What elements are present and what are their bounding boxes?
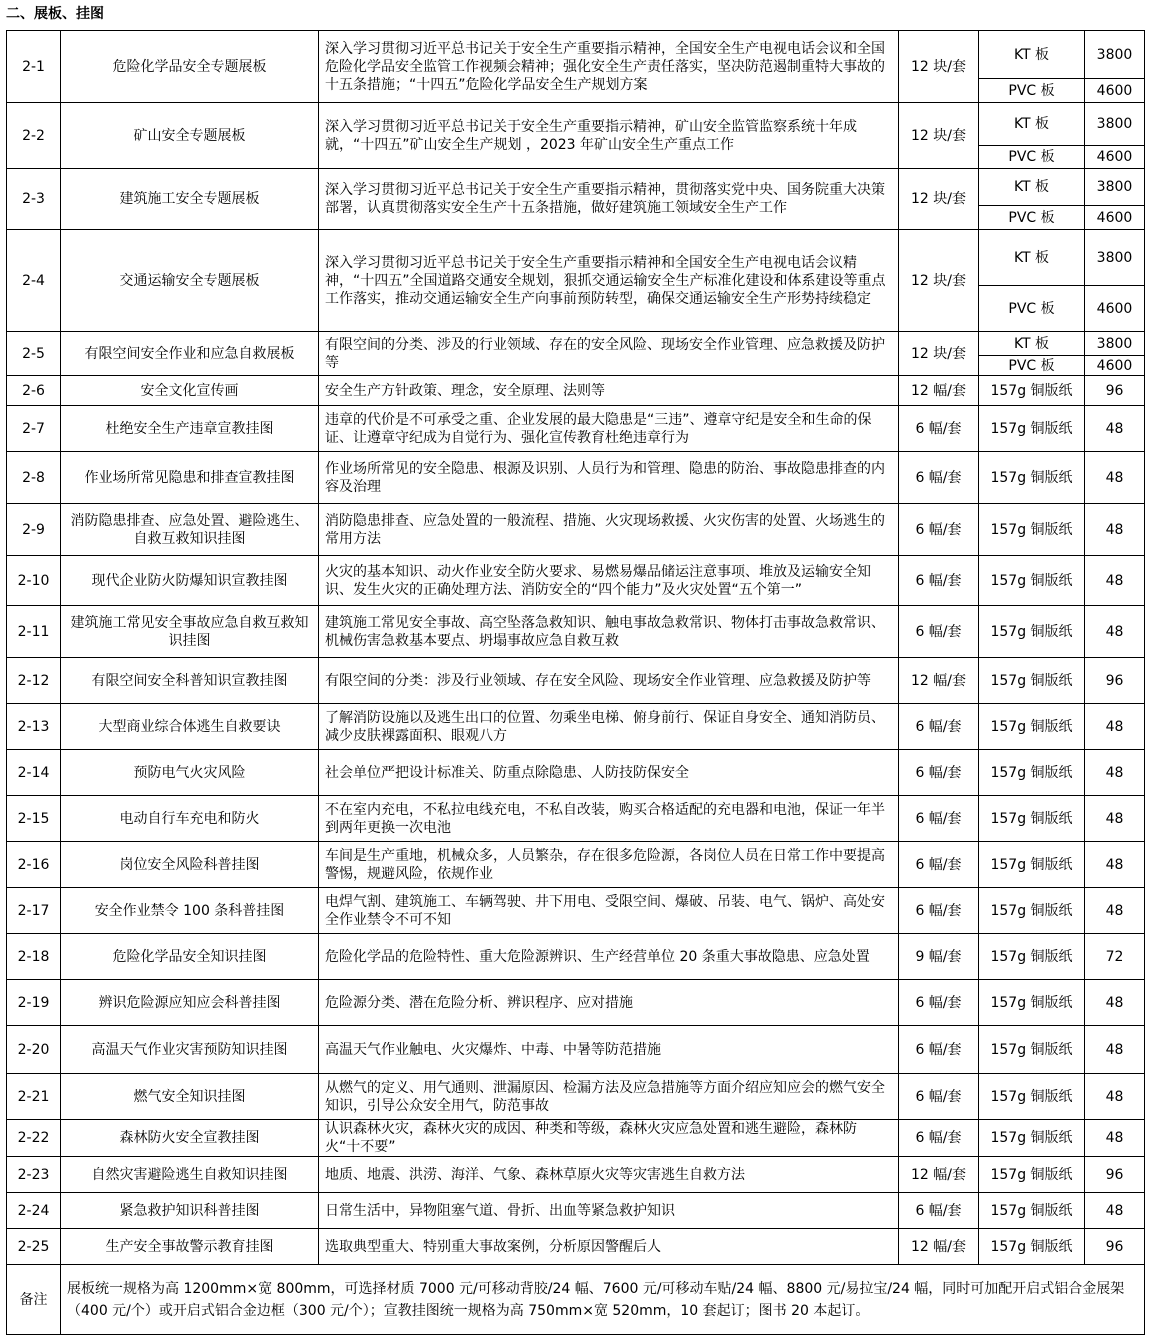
row-material: 157g 铜版纸 bbox=[979, 980, 1085, 1026]
table-row bbox=[7, 376, 1145, 406]
row-name: 岗位安全风险科普挂图 bbox=[61, 842, 319, 888]
row-quantity: 12 块/套 bbox=[899, 169, 979, 230]
row-description: 地质、地震、洪涝、海洋、气象、森林草原火灾等灾害逃生自救方法 bbox=[319, 1157, 899, 1193]
row-name: 消防隐患排查、应急处置、避险逃生、自救互救知识挂图 bbox=[61, 504, 319, 556]
row-name: 建筑施工安全专题展板 bbox=[61, 169, 319, 230]
row-name: 作业场所常见隐患和排查宣教挂图 bbox=[61, 452, 319, 504]
row-quantity: 6 幅/套 bbox=[899, 1120, 979, 1157]
table-row bbox=[7, 556, 1145, 606]
table-row bbox=[7, 332, 1145, 356]
row-id: 2-6 bbox=[7, 376, 61, 406]
row-id: 2-1 bbox=[7, 31, 61, 103]
row-price: 96 bbox=[1085, 376, 1145, 406]
row-price: 48 bbox=[1085, 704, 1145, 750]
row-name: 矿山安全专题展板 bbox=[61, 103, 319, 169]
row-price: 72 bbox=[1085, 934, 1145, 980]
row-price: 48 bbox=[1085, 606, 1145, 658]
row-material: 157g 铜版纸 bbox=[979, 1120, 1085, 1157]
row-price: 3800 bbox=[1085, 332, 1145, 356]
row-material: 157g 铜版纸 bbox=[979, 704, 1085, 750]
row-material: PVC 板 bbox=[979, 79, 1085, 103]
row-quantity: 12 块/套 bbox=[899, 332, 979, 376]
table-row bbox=[7, 980, 1145, 1026]
row-name: 生产安全事故警示教育挂图 bbox=[61, 1229, 319, 1265]
row-price: 48 bbox=[1085, 888, 1145, 934]
row-id: 2-24 bbox=[7, 1193, 61, 1229]
row-id: 2-11 bbox=[7, 606, 61, 658]
table-row bbox=[7, 1074, 1145, 1120]
row-description: 危险化学品的危险特性、重大危险源辨识、生产经营单位 20 条重大事故隐患、应急处置 bbox=[319, 934, 899, 980]
row-material: PVC 板 bbox=[979, 206, 1085, 230]
table-row bbox=[7, 1229, 1145, 1265]
row-id: 2-3 bbox=[7, 169, 61, 230]
row-name: 燃气安全知识挂图 bbox=[61, 1074, 319, 1120]
row-description: 高温天气作业触电、火灾爆炸、中毒、中暑等防范措施 bbox=[319, 1026, 899, 1074]
row-description: 选取典型重大、特别重大事故案例，分析原因警醒后人 bbox=[319, 1229, 899, 1265]
row-price: 4600 bbox=[1085, 286, 1145, 332]
row-name: 危险化学品安全知识挂图 bbox=[61, 934, 319, 980]
row-id: 2-5 bbox=[7, 332, 61, 376]
row-description: 危险源分类、潜在危险分析、辨识程序、应对措施 bbox=[319, 980, 899, 1026]
row-name: 森林防火安全宣教挂图 bbox=[61, 1120, 319, 1157]
row-quantity: 6 幅/套 bbox=[899, 504, 979, 556]
row-quantity: 12 块/套 bbox=[899, 31, 979, 103]
table-row bbox=[7, 169, 1145, 206]
row-id: 2-2 bbox=[7, 103, 61, 169]
row-id: 2-14 bbox=[7, 750, 61, 796]
row-price: 48 bbox=[1085, 1120, 1145, 1157]
row-material: KT 板 bbox=[979, 103, 1085, 146]
row-material: 157g 铜版纸 bbox=[979, 504, 1085, 556]
table-row bbox=[7, 842, 1145, 888]
row-price: 96 bbox=[1085, 1229, 1145, 1265]
product-table bbox=[6, 30, 1145, 1335]
row-material: PVC 板 bbox=[979, 146, 1085, 169]
row-price: 48 bbox=[1085, 556, 1145, 606]
row-quantity: 6 幅/套 bbox=[899, 888, 979, 934]
row-quantity: 6 幅/套 bbox=[899, 750, 979, 796]
table-row bbox=[7, 888, 1145, 934]
row-price: 48 bbox=[1085, 1193, 1145, 1229]
row-quantity: 12 块/套 bbox=[899, 230, 979, 332]
row-id: 2-4 bbox=[7, 230, 61, 332]
row-id: 2-22 bbox=[7, 1120, 61, 1157]
row-id: 2-20 bbox=[7, 1026, 61, 1074]
row-material: 157g 铜版纸 bbox=[979, 888, 1085, 934]
note-text: 展板统一规格为高 1200mm×宽 800mm，可选择材质 7000 元/可移动背胶/24 幅、7600 元/可移动车贴/24 幅、8800 元/易拉宝/24 幅，同时可加配开启式铝合金展架（400 元/个）或开启式铝合金边框（300 元/个）；宣教挂图统一规格为高 750mm×宽 520mm，10 套起订；图书 20 本起订。 bbox=[61, 1265, 1145, 1335]
table-body bbox=[7, 31, 1145, 1335]
row-quantity: 6 幅/套 bbox=[899, 842, 979, 888]
row-description: 作业场所常见的安全隐患、根源及识别、人员行为和管理、隐患的防治、事故隐患排查的内容及治理 bbox=[319, 452, 899, 504]
row-id: 2-12 bbox=[7, 658, 61, 704]
row-name: 安全作业禁令 100 条科普挂图 bbox=[61, 888, 319, 934]
row-id: 2-7 bbox=[7, 406, 61, 452]
row-name: 交通运输安全专题展板 bbox=[61, 230, 319, 332]
row-description: 深入学习贯彻习近平总书记关于安全生产重要指示精神，矿山安全监管监察系统十年成就，“十四五”矿山安全生产规划 ，2023 年矿山安全生产重点工作 bbox=[319, 103, 899, 169]
row-id: 2-13 bbox=[7, 704, 61, 750]
row-quantity: 6 幅/套 bbox=[899, 980, 979, 1026]
row-quantity: 12 幅/套 bbox=[899, 376, 979, 406]
row-material: 157g 铜版纸 bbox=[979, 1193, 1085, 1229]
note-row bbox=[7, 1265, 1145, 1335]
table-row bbox=[7, 230, 1145, 286]
table-row bbox=[7, 1120, 1145, 1157]
row-description: 了解消防设施以及逃生出口的位置、勿乘坐电梯、俯身前行、保证自身安全、通知消防员、减少皮肤裸露面积、眼观八方 bbox=[319, 704, 899, 750]
row-id: 2-15 bbox=[7, 796, 61, 842]
row-name: 高温天气作业灾害预防知识挂图 bbox=[61, 1026, 319, 1074]
table-row bbox=[7, 658, 1145, 704]
row-quantity: 6 幅/套 bbox=[899, 406, 979, 452]
row-price: 4600 bbox=[1085, 79, 1145, 103]
row-material: 157g 铜版纸 bbox=[979, 1229, 1085, 1265]
row-description: 认识森林火灾，森林火灾的成因、种类和等级，森林火灾应急处置和逃生避险，森林防火“十不要” bbox=[319, 1120, 899, 1157]
row-name: 现代企业防火防爆知识宣教挂图 bbox=[61, 556, 319, 606]
row-name: 有限空间安全科普知识宣教挂图 bbox=[61, 658, 319, 704]
row-name: 紧急救护知识科普挂图 bbox=[61, 1193, 319, 1229]
row-material: 157g 铜版纸 bbox=[979, 750, 1085, 796]
row-quantity: 6 幅/套 bbox=[899, 452, 979, 504]
row-material: 157g 铜版纸 bbox=[979, 796, 1085, 842]
row-material: 157g 铜版纸 bbox=[979, 1157, 1085, 1193]
row-description: 有限空间的分类：涉及行业领域、存在安全风险、现场安全作业管理、应急救援及防护等 bbox=[319, 658, 899, 704]
table-row bbox=[7, 1157, 1145, 1193]
row-id: 2-17 bbox=[7, 888, 61, 934]
row-price: 3800 bbox=[1085, 230, 1145, 286]
row-material: 157g 铜版纸 bbox=[979, 1026, 1085, 1074]
row-description: 消防隐患排查、应急处置的一般流程、措施、火灾现场救援、火灾伤害的处置、火场逃生的常用方法 bbox=[319, 504, 899, 556]
row-material: 157g 铜版纸 bbox=[979, 606, 1085, 658]
table-row bbox=[7, 750, 1145, 796]
row-description: 违章的代价是不可承受之重、企业发展的最大隐患是“三违”、遵章守纪是安全和生命的保证、让遵章守纪成为自觉行为、强化宣传教育杜绝违章行为 bbox=[319, 406, 899, 452]
row-quantity: 12 幅/套 bbox=[899, 1157, 979, 1193]
row-material: 157g 铜版纸 bbox=[979, 556, 1085, 606]
row-id: 2-23 bbox=[7, 1157, 61, 1193]
row-material: 157g 铜版纸 bbox=[979, 376, 1085, 406]
row-material: KT 板 bbox=[979, 169, 1085, 206]
row-quantity: 6 幅/套 bbox=[899, 704, 979, 750]
row-material: 157g 铜版纸 bbox=[979, 842, 1085, 888]
row-price: 48 bbox=[1085, 842, 1145, 888]
row-description: 深入学习贯彻习近平总书记关于安全生产重要指示精神，全国安全生产电视电话会议和全国危险化学品安全监管工作视频会精神；强化安全生产责任落实，坚决防范遏制重特大事故的十五条措施；“十四五”危险化学品安全生产规划方案 bbox=[319, 31, 899, 103]
row-name: 杜绝安全生产违章宣教挂图 bbox=[61, 406, 319, 452]
section-heading: 二、展板、挂图 bbox=[6, 6, 104, 22]
row-name: 辨识危险源应知应会科普挂图 bbox=[61, 980, 319, 1026]
row-price: 96 bbox=[1085, 658, 1145, 704]
row-price: 48 bbox=[1085, 796, 1145, 842]
row-description: 社会单位严把设计标准关、防重点除隐患、人防技防保安全 bbox=[319, 750, 899, 796]
row-description: 火灾的基本知识、动火作业安全防火要求、易燃易爆品储运注意事项、堆放及运输安全知识、发生火灾的正确处理方法、消防安全的“四个能力”及火灾处置“五个第一” bbox=[319, 556, 899, 606]
row-price: 4600 bbox=[1085, 356, 1145, 376]
row-id: 2-18 bbox=[7, 934, 61, 980]
row-material: KT 板 bbox=[979, 230, 1085, 286]
row-price: 3800 bbox=[1085, 31, 1145, 79]
row-quantity: 6 幅/套 bbox=[899, 556, 979, 606]
table-row bbox=[7, 31, 1145, 79]
table-row bbox=[7, 1193, 1145, 1229]
row-price: 48 bbox=[1085, 452, 1145, 504]
row-price: 48 bbox=[1085, 1074, 1145, 1120]
row-id: 2-9 bbox=[7, 504, 61, 556]
row-name: 大型商业综合体逃生自救要诀 bbox=[61, 704, 319, 750]
row-name: 安全文化宣传画 bbox=[61, 376, 319, 406]
row-description: 建筑施工常见安全事故、高空坠落急救知识、触电事故急救常识、物体打击事故急救常识、机械伤害急救基本要点、坍塌事故应急自救互救 bbox=[319, 606, 899, 658]
row-name: 电动自行车充电和防火 bbox=[61, 796, 319, 842]
row-material: 157g 铜版纸 bbox=[979, 406, 1085, 452]
row-description: 不在室内充电，不私拉电线充电，不私自改装，购买合格适配的充电器和电池，保证一年半到两年更换一次电池 bbox=[319, 796, 899, 842]
row-material: 157g 铜版纸 bbox=[979, 934, 1085, 980]
row-price: 4600 bbox=[1085, 206, 1145, 230]
row-material: PVC 板 bbox=[979, 356, 1085, 376]
row-description: 从燃气的定义、用气通则、泄漏原因、检漏方法及应急措施等方面介绍应知应会的燃气安全知识，引导公众安全用气，防范事故 bbox=[319, 1074, 899, 1120]
row-price: 48 bbox=[1085, 1026, 1145, 1074]
row-material: KT 板 bbox=[979, 332, 1085, 356]
row-id: 2-19 bbox=[7, 980, 61, 1026]
row-description: 安全生产方针政策、理念，安全原理、法则等 bbox=[319, 376, 899, 406]
row-material: 157g 铜版纸 bbox=[979, 1074, 1085, 1120]
row-name: 预防电气火灾风险 bbox=[61, 750, 319, 796]
row-description: 电焊气割、建筑施工、车辆驾驶、井下用电、受限空间、爆破、吊装、电气、锅炉、高处安全作业禁令不可不知 bbox=[319, 888, 899, 934]
table-row bbox=[7, 606, 1145, 658]
row-price: 4600 bbox=[1085, 146, 1145, 169]
row-description: 车间是生产重地，机械众多，人员繁杂，存在很多危险源，各岗位人员在日常工作中要提高警惕，规避风险，依规作业 bbox=[319, 842, 899, 888]
row-quantity: 6 幅/套 bbox=[899, 1026, 979, 1074]
row-id: 2-25 bbox=[7, 1229, 61, 1265]
row-description: 深入学习贯彻习近平总书记关于安全生产重要指示精神，贯彻落实党中央、国务院重大决策部署，认真贯彻落实安全生产十五条措施，做好建筑施工领域安全生产工作 bbox=[319, 169, 899, 230]
row-material: 157g 铜版纸 bbox=[979, 658, 1085, 704]
row-id: 2-16 bbox=[7, 842, 61, 888]
note-label: 备注 bbox=[7, 1265, 61, 1335]
row-id: 2-10 bbox=[7, 556, 61, 606]
row-quantity: 6 幅/套 bbox=[899, 796, 979, 842]
row-name: 自然灾害避险逃生自救知识挂图 bbox=[61, 1157, 319, 1193]
row-material: PVC 板 bbox=[979, 286, 1085, 332]
table-row bbox=[7, 934, 1145, 980]
row-price: 48 bbox=[1085, 750, 1145, 796]
row-quantity: 12 块/套 bbox=[899, 103, 979, 169]
row-price: 48 bbox=[1085, 406, 1145, 452]
row-name: 危险化学品安全专题展板 bbox=[61, 31, 319, 103]
row-quantity: 12 幅/套 bbox=[899, 658, 979, 704]
row-id: 2-8 bbox=[7, 452, 61, 504]
row-description: 有限空间的分类、涉及的行业领域、存在的安全风险、现场安全作业管理、应急救援及防护等 bbox=[319, 332, 899, 376]
row-material: KT 板 bbox=[979, 31, 1085, 79]
row-price: 3800 bbox=[1085, 169, 1145, 206]
row-quantity: 9 幅/套 bbox=[899, 934, 979, 980]
table-row bbox=[7, 452, 1145, 504]
row-quantity: 6 幅/套 bbox=[899, 1193, 979, 1229]
row-description: 日常生活中，异物阻塞气道、骨折、出血等紧急救护知识 bbox=[319, 1193, 899, 1229]
table-row bbox=[7, 796, 1145, 842]
row-name: 建筑施工常见安全事故应急自救互救知识挂图 bbox=[61, 606, 319, 658]
row-id: 2-21 bbox=[7, 1074, 61, 1120]
row-quantity: 6 幅/套 bbox=[899, 606, 979, 658]
row-price: 48 bbox=[1085, 504, 1145, 556]
row-price: 96 bbox=[1085, 1157, 1145, 1193]
row-quantity: 12 幅/套 bbox=[899, 1229, 979, 1265]
table-row bbox=[7, 1026, 1145, 1074]
row-price: 48 bbox=[1085, 980, 1145, 1026]
row-quantity: 6 幅/套 bbox=[899, 1074, 979, 1120]
row-material: 157g 铜版纸 bbox=[979, 452, 1085, 504]
table-row bbox=[7, 103, 1145, 146]
table-row bbox=[7, 504, 1145, 556]
row-name: 有限空间安全作业和应急自救展板 bbox=[61, 332, 319, 376]
table-row bbox=[7, 704, 1145, 750]
row-description: 深入学习贯彻习近平总书记关于安全生产重要指示精神和全国安全生产电视电话会议精神，“十四五”全国道路交通安全规划，狠抓交通运输安全生产标准化建设和体系建设等重点工作落实，推动交通运输安全生产向事前预防转型，确保交通运输安全生产形势持续稳定 bbox=[319, 230, 899, 332]
table-row bbox=[7, 406, 1145, 452]
row-price: 3800 bbox=[1085, 103, 1145, 146]
